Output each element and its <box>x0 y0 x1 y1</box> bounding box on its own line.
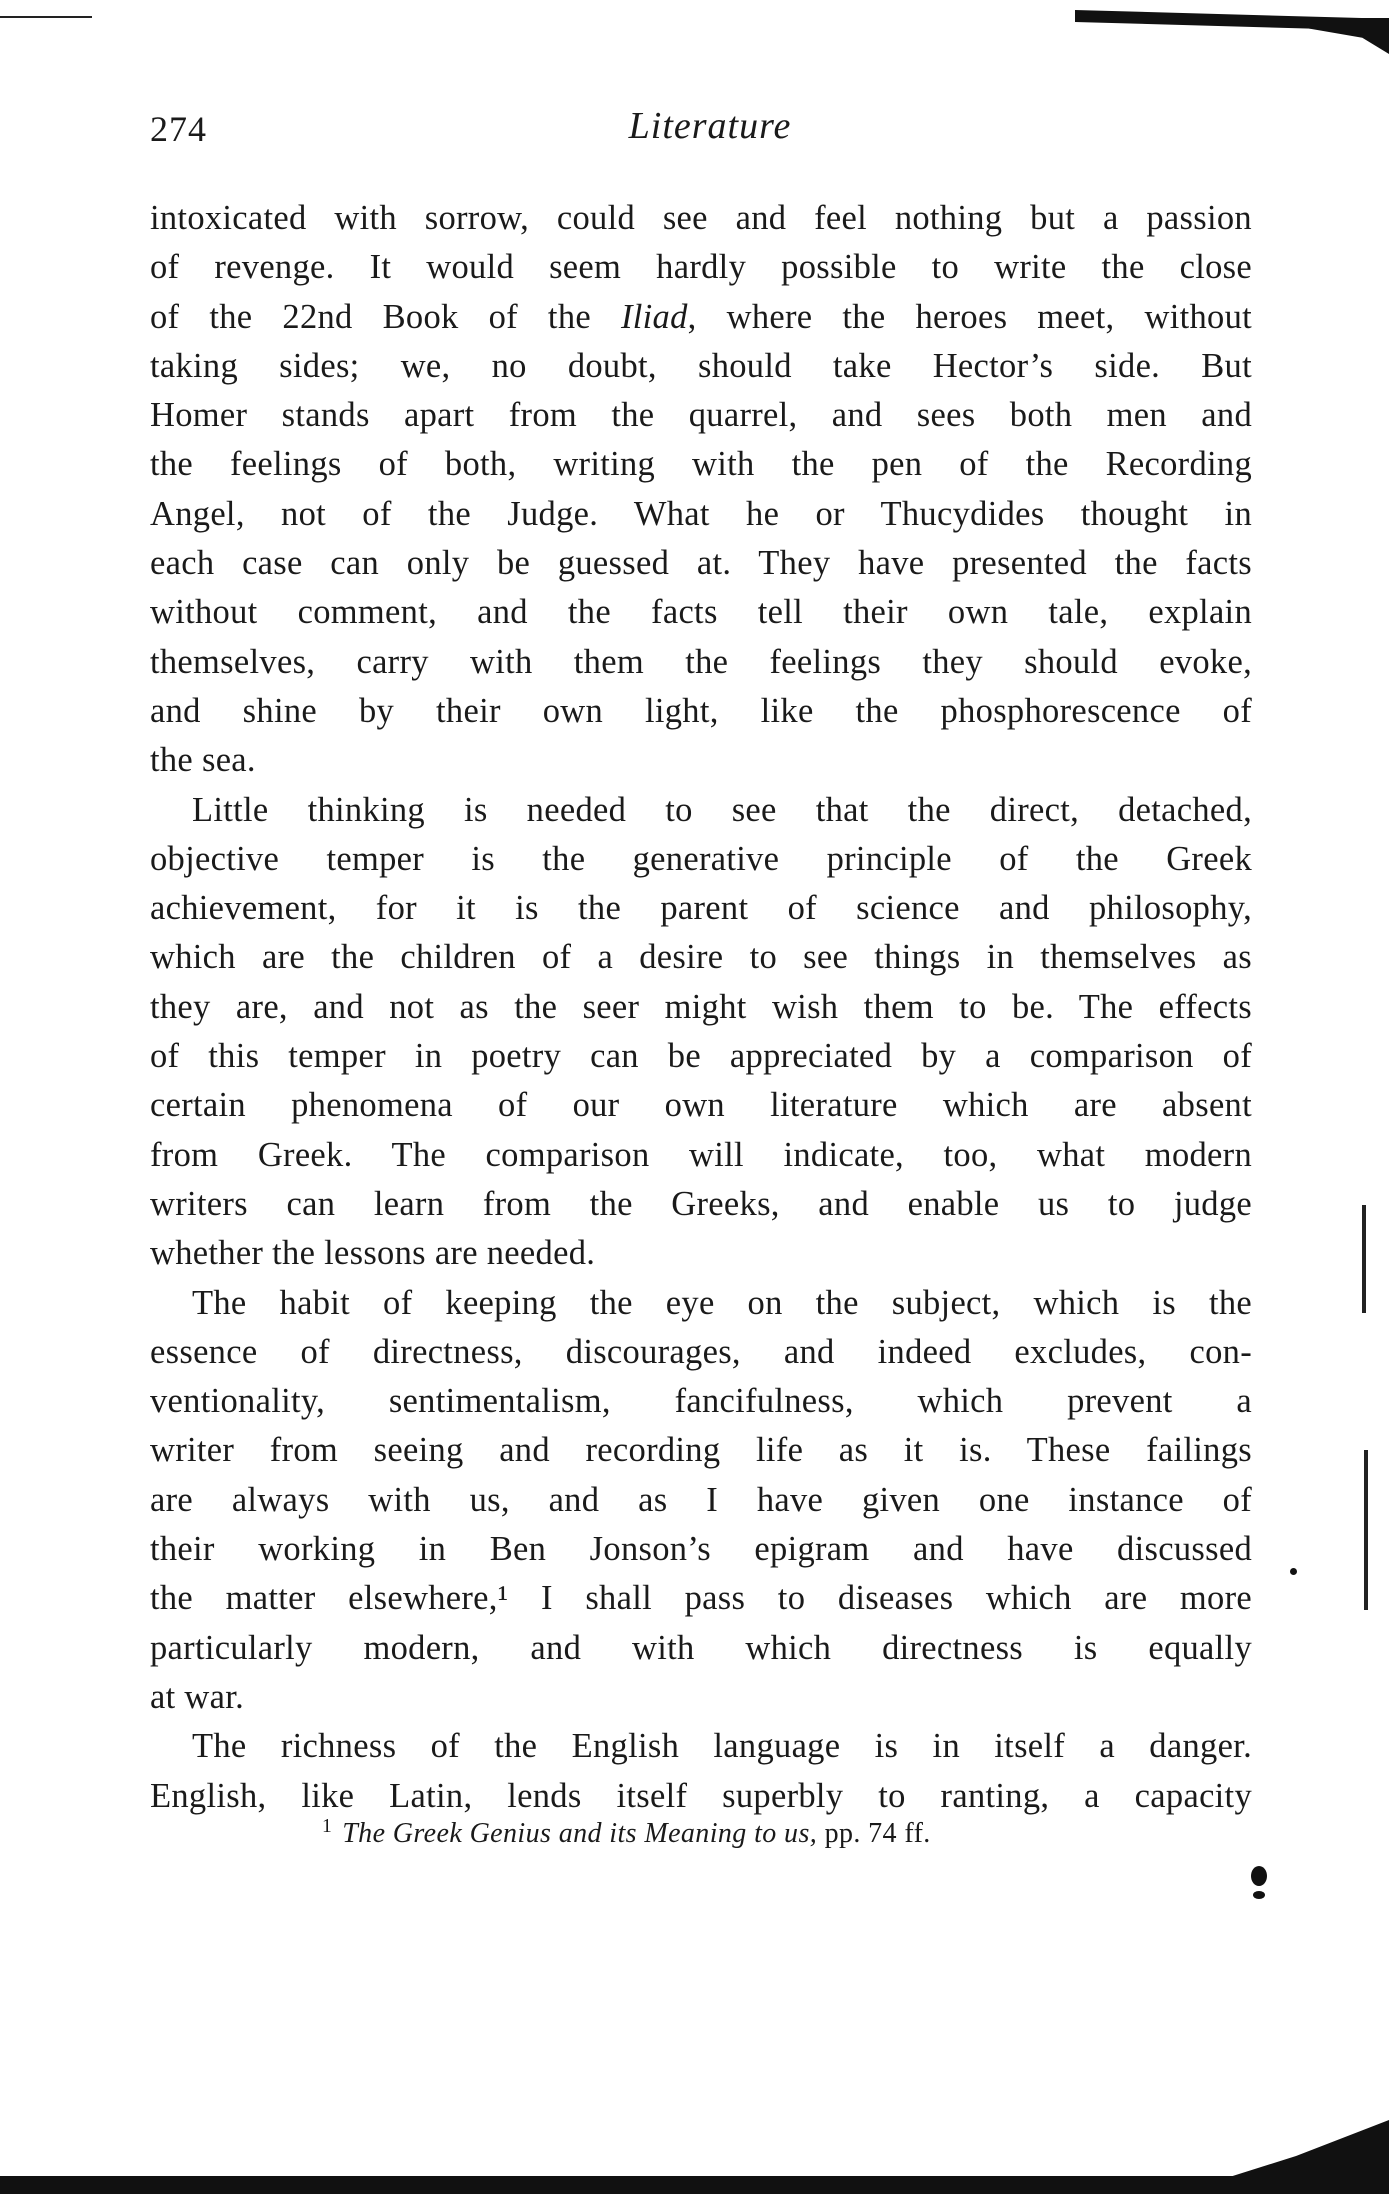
text-line: Angel, not of the Judge. What he or Thucydides thought in <box>150 494 1252 533</box>
scan-speck <box>1251 1866 1267 1886</box>
text-line: without comment, and the facts tell their own tale, explain <box>150 593 1252 632</box>
text-line: English, like Latin, lends itself superbly to ranting, a capacity <box>150 1776 1252 1815</box>
scan-edge-bottom <box>0 2176 1389 2194</box>
text-line: certain phenomena of our own literature which are absent <box>150 1086 1252 1125</box>
body-text <box>150 194 1252 1821</box>
footnote-pages: pp. 74 ff. <box>824 1817 931 1849</box>
scan-margin-mark <box>1364 1450 1368 1610</box>
scan-edge-bottom-shadow <box>1220 2120 1389 2180</box>
scan-edge-top-left <box>0 16 92 18</box>
text-line: themselves, carry with them the feelings they should evoke, <box>150 642 1252 681</box>
text-line: at war. <box>150 1677 245 1716</box>
text-line: they are, and not as the seer might wish them to be. The effects <box>150 987 1252 1026</box>
text-line: of the 22nd Book of the Iliad, where the heroes meet, without <box>150 297 1252 336</box>
text-line: the feelings of both, writing with the pen of the Recording <box>150 445 1252 484</box>
text-line: from Greek. The comparison will indicate, too, what modern <box>150 1135 1252 1174</box>
scan-margin-mark <box>1362 1205 1366 1313</box>
paragraph <box>150 1722 1252 1821</box>
text-line: objective temper is the generative principle of the Greek <box>150 839 1252 878</box>
footnote-title: The Greek Genius and its Meaning to us, <box>342 1817 818 1849</box>
scan-edge-top-right-shadow <box>1300 18 1389 54</box>
text-line: achievement, for it is the parent of science and philosophy, <box>150 889 1252 928</box>
text-line: taking sides; we, no doubt, should take Hector’s side. But <box>150 346 1252 385</box>
text-line: essence of directness, discourages, and indeed excludes, con- <box>150 1332 1252 1371</box>
text-line: Little thinking is needed to see that the direct, detached, <box>192 790 1252 829</box>
scan-speck <box>1253 1891 1265 1899</box>
text-line: writer from seeing and recording life as it is. These failings <box>150 1431 1252 1470</box>
text-line: the sea. <box>150 741 256 780</box>
text-line: of revenge. It would seem hardly possible to write the close <box>150 248 1252 287</box>
text-line: which are the children of a desire to see things in themselves as <box>150 938 1252 977</box>
paragraph <box>150 786 1252 1279</box>
text-line: intoxicated with sorrow, could see and feel nothing but a passion <box>150 199 1252 237</box>
text-line: particularly modern, and with which directness is equally <box>150 1628 1252 1667</box>
text-line: writers can learn from the Greeks, and enable us to judge <box>150 1184 1252 1223</box>
text-line: and shine by their own light, like the phosphorescence of <box>150 691 1252 730</box>
text-line: each case can only be guessed at. They have presented the facts <box>150 544 1252 583</box>
text-line: The habit of keeping the eye on the subject, which is the <box>192 1283 1252 1322</box>
page-number: 274 <box>150 109 207 149</box>
scan-speck <box>1290 1568 1297 1575</box>
text-line: The richness of the English language is in itself a danger. <box>192 1727 1252 1766</box>
paragraph <box>150 194 1252 786</box>
footnote <box>322 1816 1222 1850</box>
text-line: of this temper in poetry can be appreciated by a comparison of <box>150 1037 1252 1076</box>
paragraph <box>150 1279 1252 1723</box>
footnote-mark: 1 <box>322 1816 333 1837</box>
book-title: Iliad <box>621 297 688 336</box>
running-head: Literature <box>628 105 792 147</box>
text-line: their working in Ben Jonson’s epigram and have discussed <box>150 1530 1252 1569</box>
text-line: ventionality, sentimentalism, fancifulness, which prevent a <box>150 1382 1252 1421</box>
text-line: Homer stands apart from the quarrel, and sees both men and <box>150 396 1252 435</box>
text-line: whether the lessons are needed. <box>150 1234 596 1273</box>
text-line: the matter elsewhere,¹ I shall pass to diseases which are more <box>150 1579 1252 1618</box>
text-line: are always with us, and as I have given one instance of <box>150 1480 1252 1519</box>
